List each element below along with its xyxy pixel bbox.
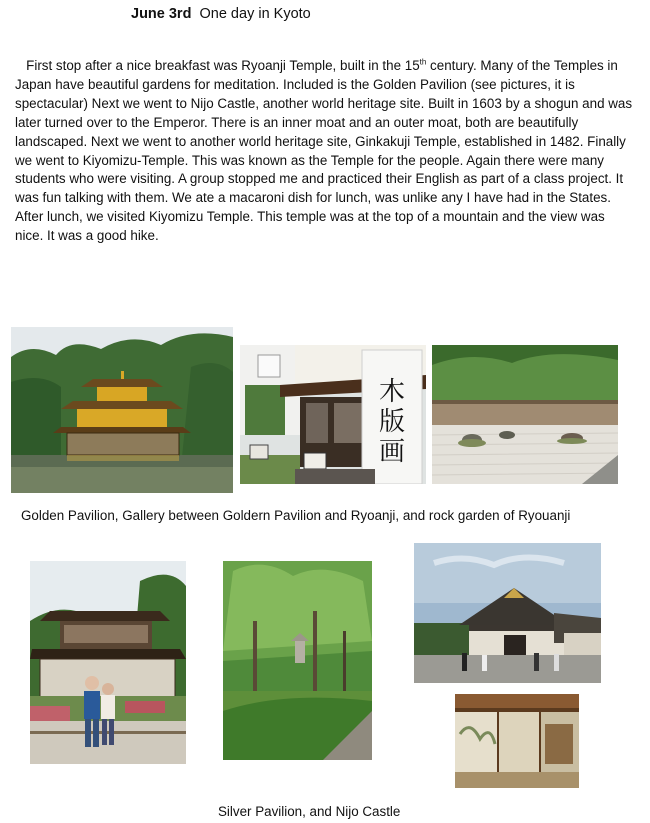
gallery-photo — [240, 345, 426, 484]
svg-text:画: 画 — [378, 437, 406, 467]
caption-row-2: Silver Pavilion, and Nijo Castle — [218, 804, 401, 819]
rock-garden-photo — [432, 345, 618, 484]
paragraph-part1: First stop after a nice breakfast was Ryoanji Temple, built in the 15 — [26, 58, 420, 73]
sign-char-1: 木 — [378, 377, 406, 407]
caption-row-1: Golden Pavilion, Gallery between Goldern Pavilion and Ryoanji, and rock garden of Ryouanji — [21, 508, 571, 523]
nijo-castle-photo — [414, 543, 601, 683]
garden-photo — [223, 561, 372, 760]
paragraph-part2: century. Many of the Temples in Japan have beautiful gardens for meditation. Included is the Golden Pavilion (see pictures, it is spectacular) Next we went to Nijo Castle, another world heritage site. Built in 1603 by a shogun and was later turned over to the Emperor. There is an inner moat and an outer moat, both are beautifully landscaped. Next we went to another world heritage site, Ginkakuji Temple, established in 1482. Finally we went to Kiyomizu-Temple. This was known as the Temple for the people. Again there were many students who were visiting. A group stopped me and practiced their English as part of a class project. It was fun talking with them. We ate a macaroni dish for lunch, was unlike any I have had in the States. After lunch, we visited Kiyomizu Temple. This temple was at the top of a mountain and the view was nice. It was a good hike. — [15, 58, 633, 244]
title-date: June 3rd — [131, 6, 192, 22]
title-text: One day in Kyoto — [199, 6, 311, 22]
svg-text:版: 版 — [378, 407, 406, 437]
page-title — [131, 6, 311, 22]
paragraph-superscript: th — [419, 57, 427, 67]
silver-pavilion-photo — [30, 561, 186, 764]
body-paragraph — [15, 57, 635, 246]
golden-pavilion-photo — [11, 327, 233, 493]
nijo-interior-photo — [455, 694, 579, 788]
